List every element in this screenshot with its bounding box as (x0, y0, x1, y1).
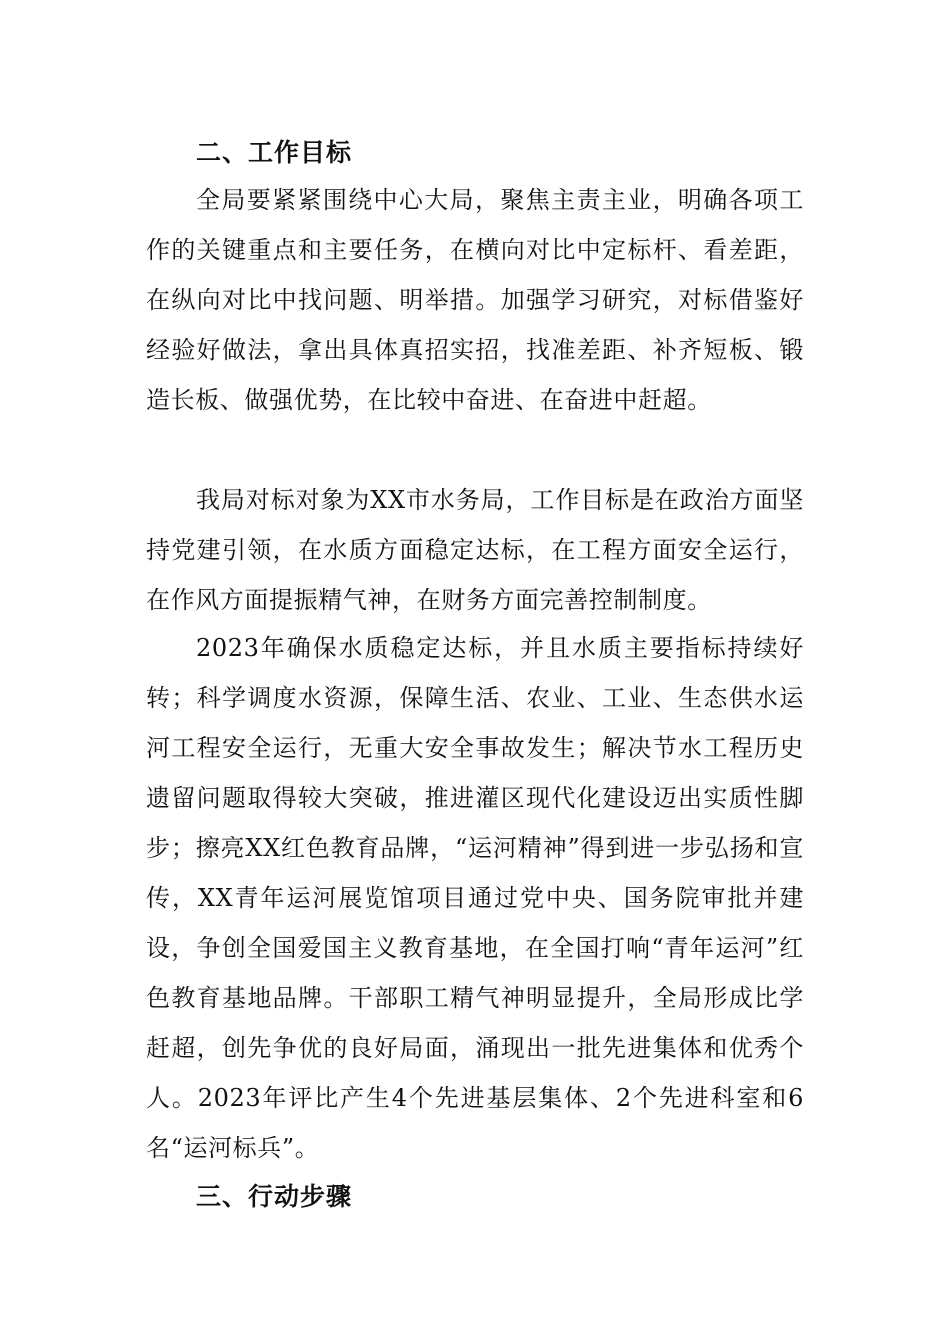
paragraph-benchmark-target: 我局对标对象为XX市水务局，工作目标是在政治方面坚持党建引领，在水质方面稳定达标，在工程方面安全运行，在作风方面提振精气神，在财务方面完善控制制度。 (146, 486, 804, 614)
paragraph-2023-goals: 2023年确保水质稳定达标，并且水质主要指标持续好转；科学调度水资源，保障生活、农业、工业、生态供水运河工程安全运行，无重大安全事故发生；解决节水工程历史遗留问题取得较大突破，推进灌区现代化建设迈出实质性脚步；擦亮XX红色教育品牌，“运河精神”得到进一步弘扬和宣传，XX青年运河展览馆项目通过党中央、国务院审批并建设，争创全国爱国主义教育基地，在全国打响“青年运河”红色教育基地品牌。干部职工精气神明显提升，全局形成比学赶超，创先争优的良好局面，涌现出一批先进集体和优秀个人。2023年评比产生4个先进基层集体、2个先进科室和6名“运河标兵”。 (146, 634, 804, 1162)
section-heading-work-goals: 二、工作目标 (196, 138, 353, 167)
section-heading-action-steps: 三、行动步骤 (196, 1182, 353, 1211)
paragraph-overall-requirements: 全局要紧紧围绕中心大局，聚焦主责主业，明确各项工作的关键重点和主要任务，在横向对比中定标杆、看差距，在纵向对比中找问题、明举措。加强学习研究，对标借鉴好经验好做法，拿出具体真招实招，找准差距、补齐短板、锻造长板、做强优势，在比较中奋进、在奋进中赶超。 (146, 186, 804, 414)
